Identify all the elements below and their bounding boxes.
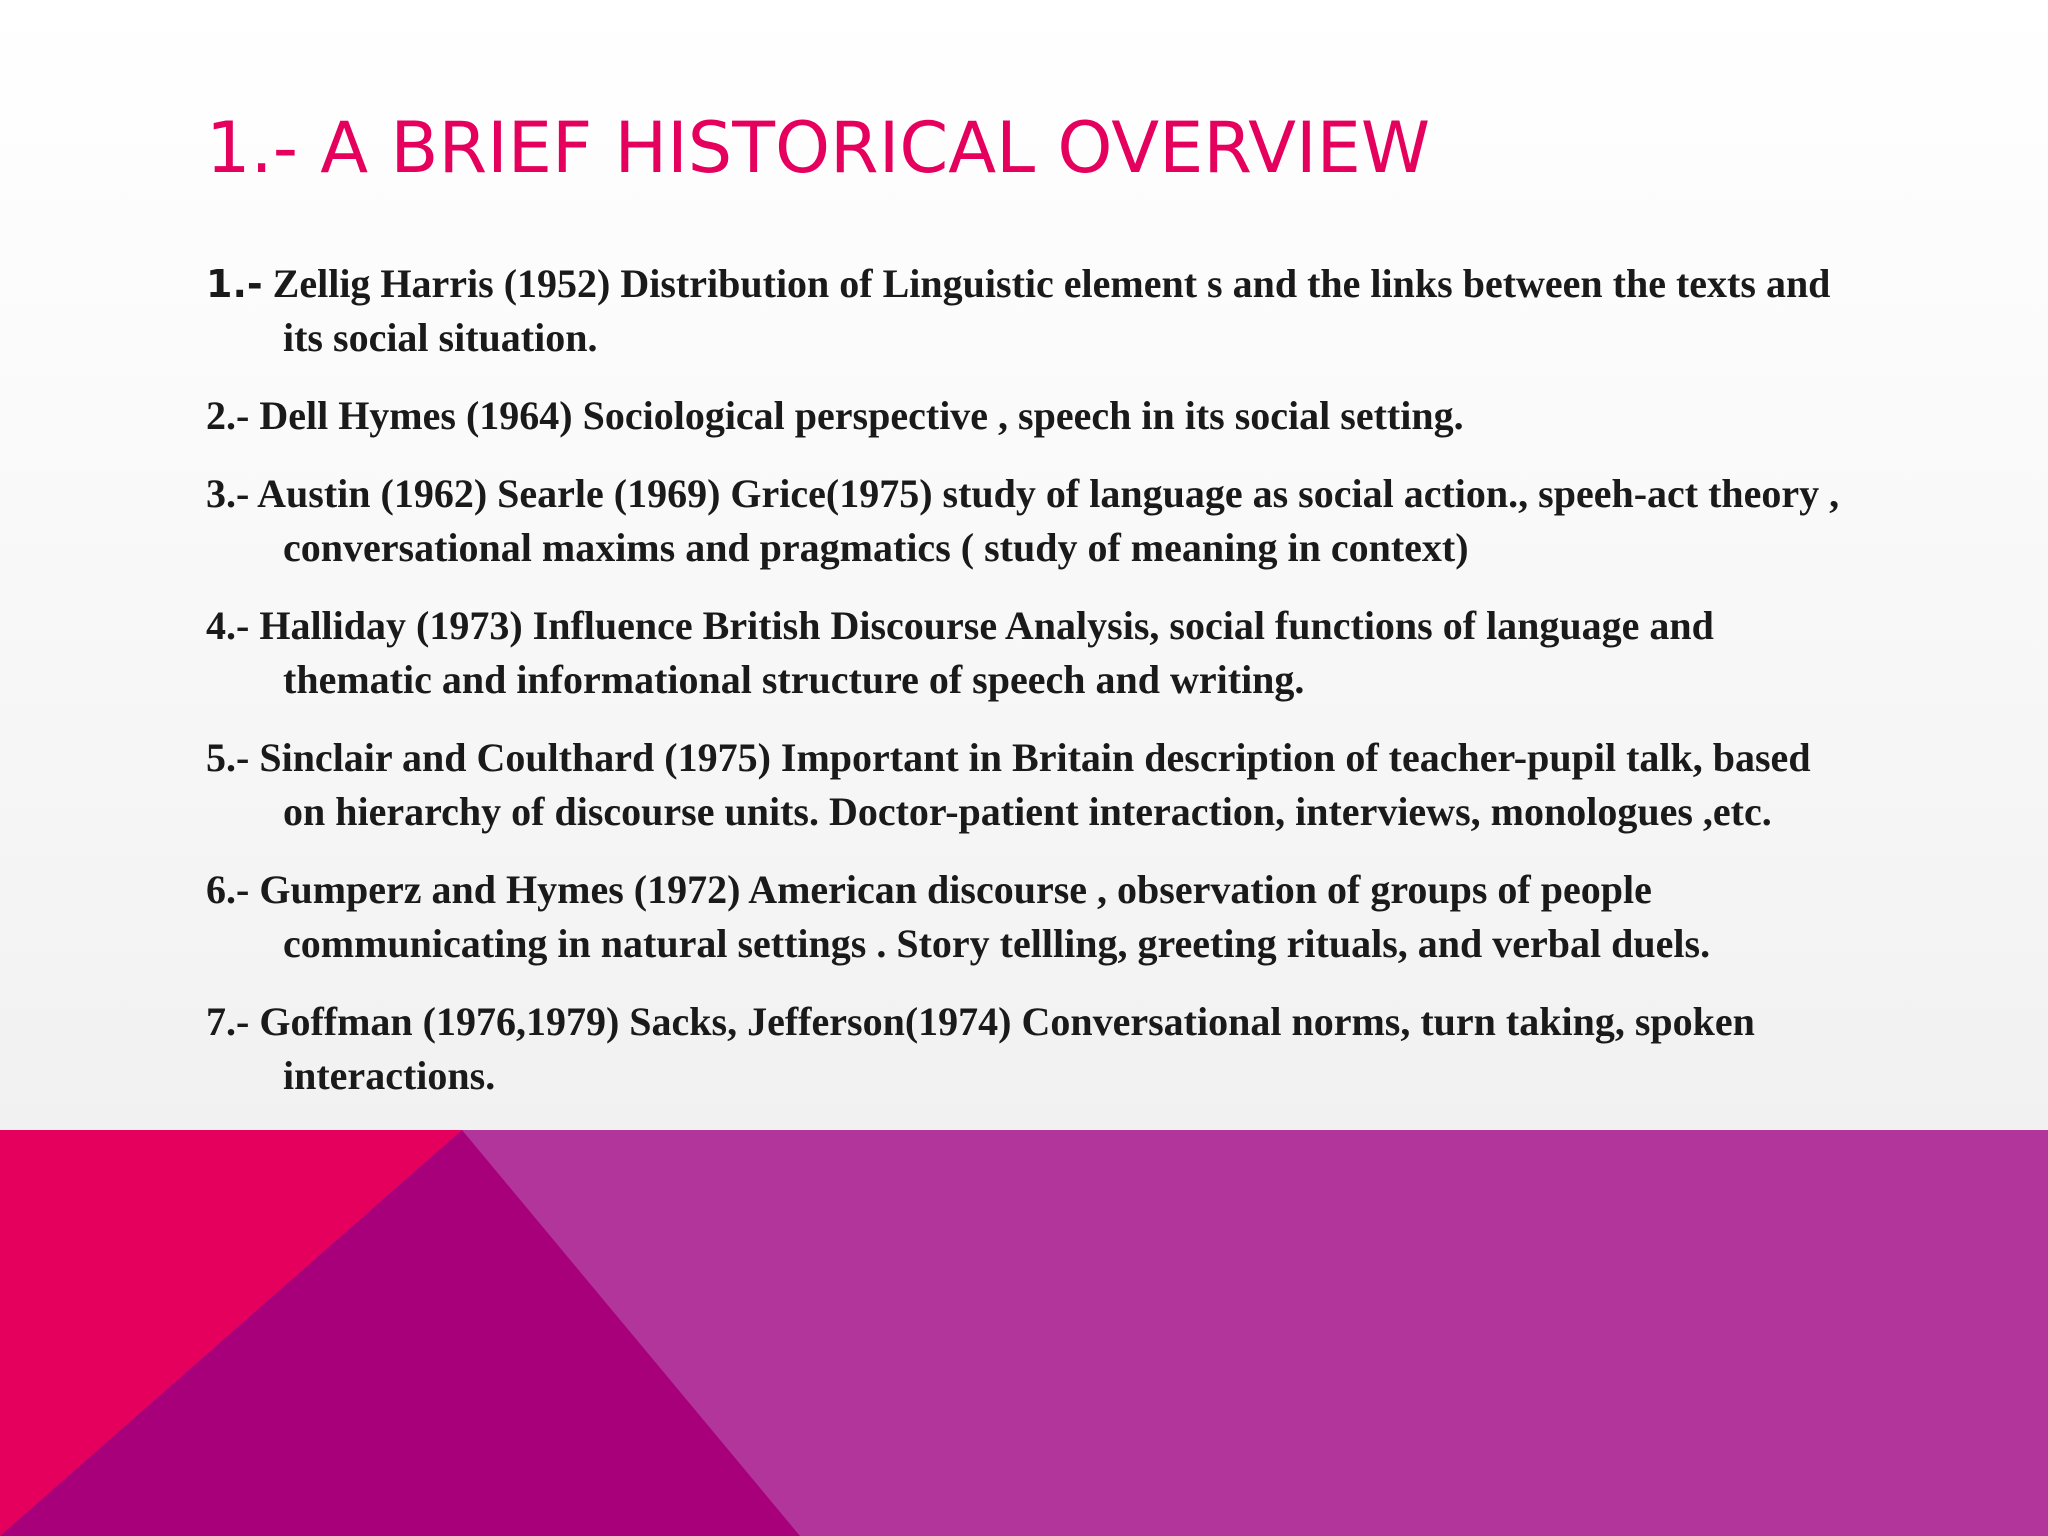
list-item: [206, 863, 1856, 971]
overview-list: [206, 257, 1856, 1127]
list-item: [206, 599, 1856, 707]
item-text: Sinclair and Coulthard (1975) Important in Britain description of teacher-pupil talk, based on hierarchy of discourse units. Doctor-patient interaction, interviews, monologues ,etc.: [249, 735, 1811, 834]
list-item: [206, 731, 1856, 839]
item-number: 6.-: [206, 867, 250, 912]
list-item: [206, 467, 1856, 575]
list-item: [206, 995, 1856, 1103]
item-text: Zellig Harris (1952) Distribution of Linguistic element s and the links between the texts and its social situation.: [262, 261, 1831, 360]
item-number: 7.-: [206, 999, 250, 1044]
item-number: 2.-: [206, 393, 250, 438]
list-item: [206, 257, 1856, 365]
slide-title: 1.- A BRIEF HISTORICAL OVERVIEW: [206, 107, 1431, 189]
item-number: 1.-: [206, 262, 263, 306]
item-number: 4.-: [206, 603, 250, 648]
item-number: 3.-: [206, 471, 250, 516]
item-text: Goffman (1976,1979) Sacks, Jefferson(1974) Conversational norms, turn taking, spoken interactions.: [249, 999, 1755, 1098]
item-text: Gumperz and Hymes (1972) American discourse , observation of groups of people communicating in natural settings . Story tellling, greeting rituals, and verbal duels.: [249, 867, 1711, 966]
item-text: Dell Hymes (1964) Sociological perspective , speech in its social setting.: [249, 393, 1464, 438]
item-number: 5.-: [206, 735, 250, 780]
item-text: Austin (1962) Searle (1969) Grice(1975) study of language as social action., speeh-act theory , conversational maxims and pragmatics ( study of meaning in context): [249, 471, 1840, 570]
item-text: Halliday (1973) Influence British Discourse Analysis, social functions of language and thematic and informational structure of speech and writing.: [249, 603, 1714, 702]
list-item: [206, 389, 1856, 443]
